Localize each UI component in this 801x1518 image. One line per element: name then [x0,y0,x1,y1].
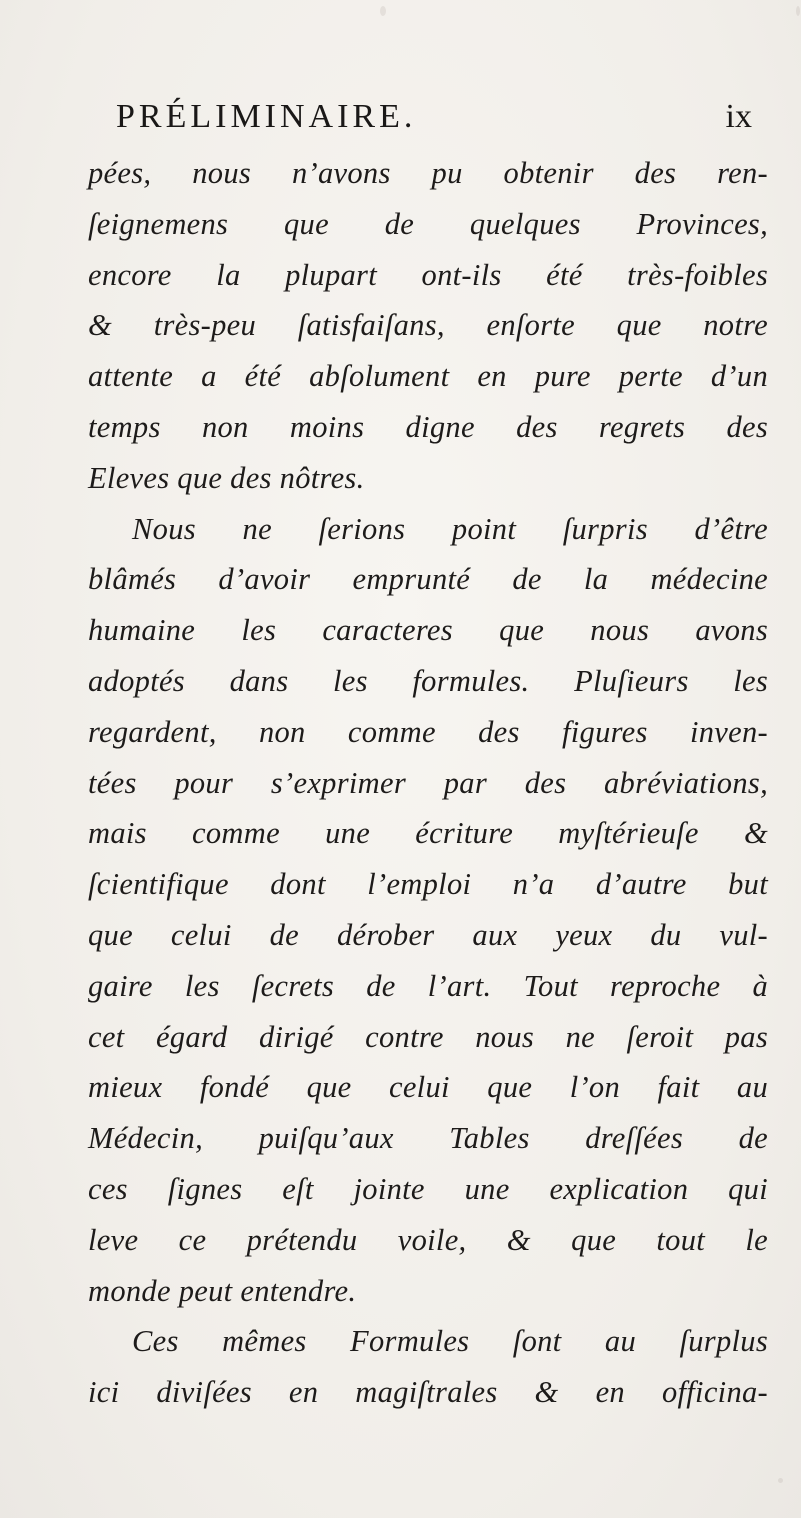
text-line: adoptés dans les formules. Pluſieurs les [88,663,768,698]
text-line: & très-peu ſatisfaiſans, enſorte que notre [88,308,768,343]
text-line: ces ſignes eſt jointe une explication qui [88,1171,768,1206]
body-text [88,148,768,1418]
text-line: Médecin, puiſqu’aux Tables dreſſées de [88,1121,768,1156]
ink-speck [778,1478,783,1483]
text-line: que celui de dérober aux yeux du vul- [88,917,768,952]
text-line: pées, nous n’avons pu obtenir des ren- [88,156,768,190]
text-line: blâmés d’avoir emprunté de la médecine [88,562,768,597]
text-line: ſeignemens que de quelques Provinces, [88,206,768,241]
text-line: mieux fondé que celui que l’on fait au [88,1070,768,1105]
running-head: PRÉLIMINAIRE. [116,98,417,135]
text-line: mais comme une écriture myſtérieuſe & [88,816,768,851]
text-line: cet égard dirigé contre nous ne ſeroit pas [88,1019,768,1054]
text-line: ſcientifique dont l’emploi n’a d’autre but [88,867,768,902]
ink-speck [380,6,386,16]
text-line: tées pour s’exprimer par des abréviations, [88,765,768,800]
text-line: humaine les caracteres que nous avons [88,613,768,648]
page-number: ix [725,98,752,135]
text-line: temps non moins digne des regrets des [88,409,768,444]
text-line: encore la plupart ont-ils été très-foibles [88,257,768,292]
text-line: leve ce prétendu voile, & que tout le [88,1222,768,1257]
text-line: Ces mêmes Formules ſont au ſurplus [132,1324,768,1359]
text-line: ici diviſées en magiſtrales & en officina- [88,1375,768,1410]
ink-speck [796,6,800,16]
text-line: monde peut entendre. [88,1273,357,1308]
text-line: gaire les ſecrets de l’art. Tout reproche à [88,968,768,1003]
page-header [88,98,764,148]
text-line: Eleves que des nôtres. [88,460,365,495]
text-line: attente a été abſolument en pure perte d’un [88,359,768,394]
text-line: regardent, non comme des figures inven- [88,714,768,749]
text-line: Nous ne ſerions point ſurpris d’être [132,511,768,546]
